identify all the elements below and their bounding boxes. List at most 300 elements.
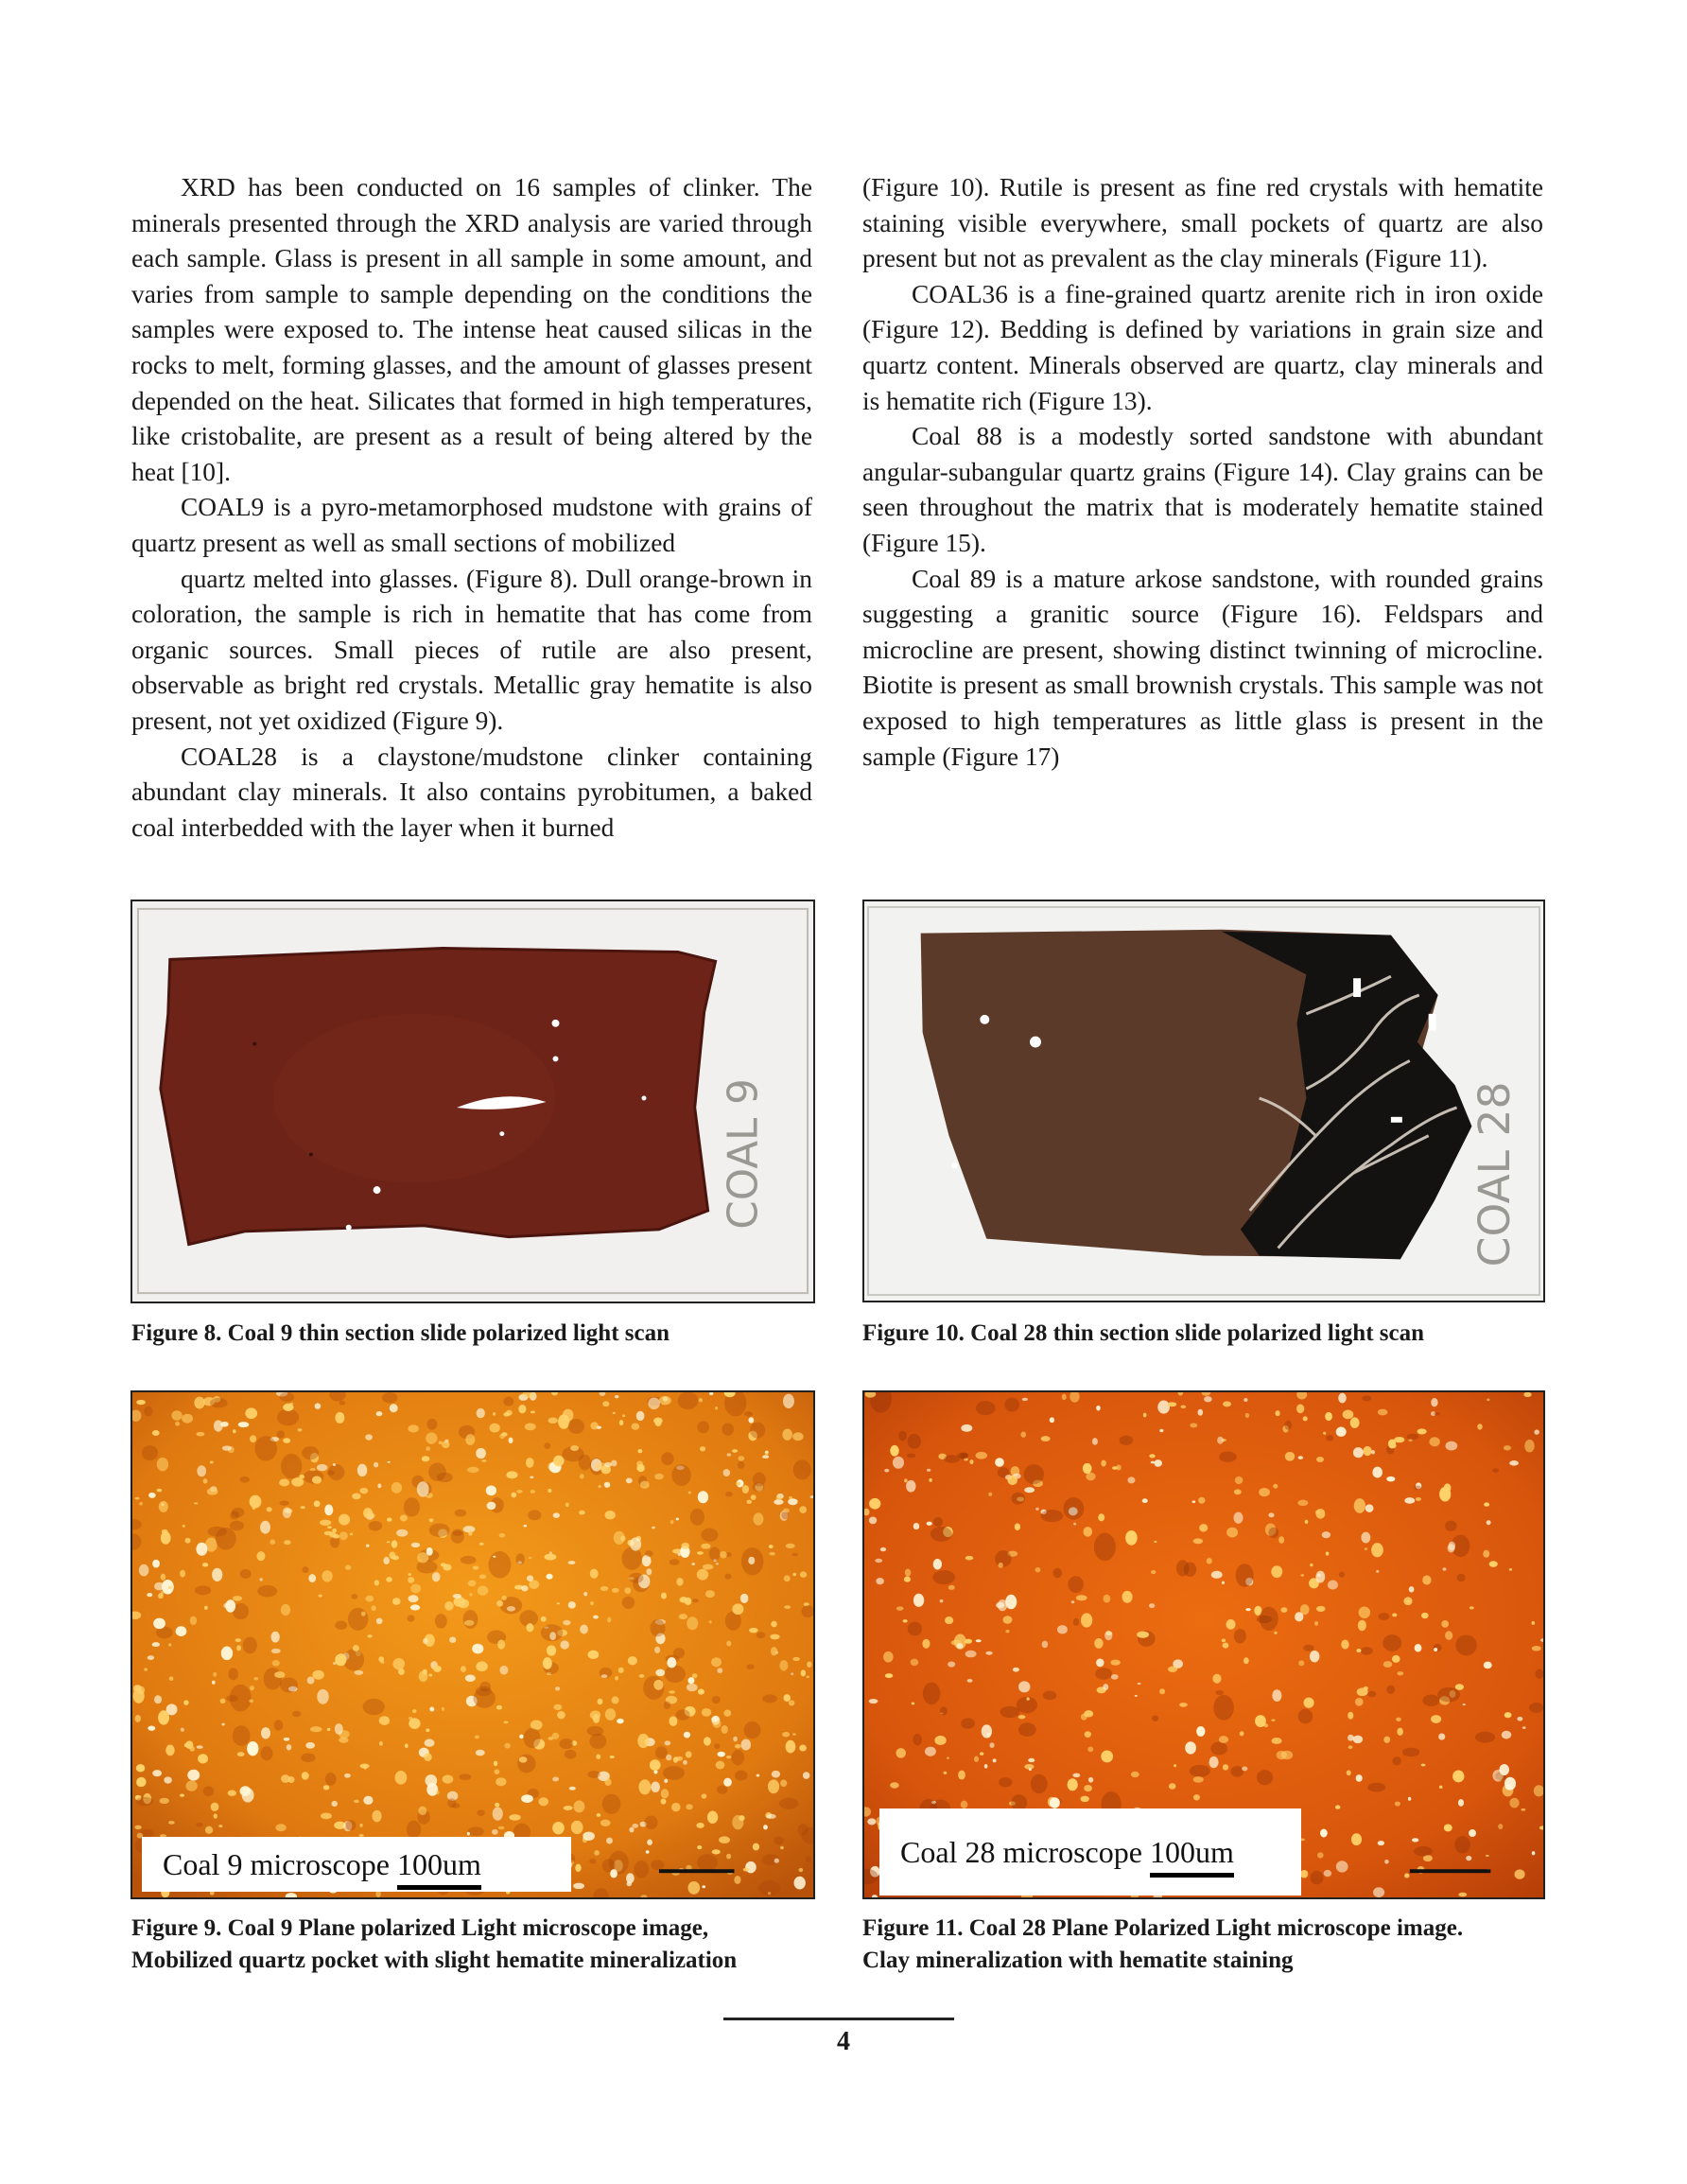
mineral-grain [803, 1772, 810, 1779]
mineral-grain [1112, 1466, 1118, 1470]
mineral-grain [1125, 1530, 1138, 1546]
mineral-grain [998, 1599, 1007, 1611]
mineral-grain [670, 1559, 680, 1565]
mineral-grain [904, 1478, 908, 1482]
mineral-grain [416, 1561, 437, 1574]
mineral-grain [405, 1743, 409, 1748]
mineral-grain [607, 1617, 611, 1623]
mineral-grain [596, 1755, 600, 1759]
figure-9-caption-line-2: Mobilized quartz pocket with slight hematite mineralization [131, 1948, 738, 1973]
mineral-grain [631, 1423, 639, 1429]
mineral-grain [529, 1557, 532, 1559]
mineral-grain [468, 1826, 484, 1836]
mineral-grain [1263, 1723, 1268, 1727]
mineral-grain [1529, 1703, 1543, 1713]
mineral-grain [905, 1569, 912, 1577]
mineral-grain [1514, 1869, 1524, 1878]
mineral-grain [1315, 1511, 1320, 1514]
mineral-grain [774, 1859, 779, 1863]
mineral-grain [175, 1422, 180, 1426]
mineral-grain [1314, 1621, 1318, 1626]
mineral-grain [1223, 1764, 1228, 1770]
mineral-grain [546, 1574, 552, 1580]
mineral-grain [1080, 1796, 1089, 1803]
mineral-grain [1272, 1689, 1281, 1702]
mineral-grain [1098, 1513, 1104, 1521]
mineral-grain [1422, 1695, 1439, 1707]
mineral-grain [190, 1616, 197, 1625]
mineral-grain [442, 1441, 449, 1449]
mineral-grain [620, 1536, 625, 1542]
mineral-grain [1367, 1783, 1385, 1792]
mineral-grain [1193, 1538, 1204, 1544]
mineral-grain [1057, 1625, 1068, 1634]
mineral-grain [1316, 1606, 1326, 1612]
mineral-grain [698, 1689, 704, 1695]
mineral-grain [1219, 1736, 1228, 1743]
mineral-grain [1151, 1461, 1155, 1464]
mineral-grain [733, 1737, 738, 1742]
mineral-grain [1438, 1733, 1445, 1739]
mineral-grain [763, 1825, 768, 1829]
mineral-grain [345, 1564, 351, 1570]
mineral-grain [220, 1422, 229, 1427]
mineral-grain [893, 1457, 904, 1469]
mineral-grain [545, 1554, 557, 1561]
mineral-grain [999, 1777, 1012, 1787]
mineral-grain [980, 1752, 983, 1756]
mineral-grain [153, 1618, 165, 1630]
mineral-grain [768, 1779, 779, 1793]
mineral-grain [638, 1779, 651, 1794]
mineral-grain [1373, 1887, 1384, 1897]
mineral-grain [249, 1699, 253, 1703]
mineral-grain [875, 1559, 882, 1563]
mineral-grain [1004, 1397, 1019, 1411]
mineral-grain [1092, 1438, 1098, 1445]
mineral-grain [1011, 1493, 1025, 1505]
mineral-grain [965, 1556, 974, 1561]
mineral-grain [739, 1815, 744, 1821]
mineral-grain [1084, 1785, 1092, 1791]
mineral-grain [679, 1614, 687, 1619]
mineral-grain [142, 1445, 158, 1460]
mineral-grain [1429, 1437, 1439, 1446]
mineral-grain [395, 1771, 408, 1785]
mineral-grain [1190, 1423, 1197, 1427]
mineral-grain [1484, 1502, 1489, 1506]
mineral-grain [552, 1777, 559, 1782]
mineral-grain [1295, 1612, 1303, 1621]
mineral-grain [426, 1419, 437, 1430]
mineral-grain [372, 1605, 376, 1611]
mineral-grain [712, 1849, 721, 1854]
mineral-grain [157, 1458, 168, 1471]
mineral-grain [688, 1492, 691, 1494]
mineral-grain [1444, 1824, 1452, 1831]
mineral-grain [1414, 1486, 1420, 1491]
mineral-grain [1524, 1440, 1535, 1452]
mineral-grain [222, 1445, 232, 1450]
mineral-grain [1190, 1765, 1210, 1777]
mineral-grain [1015, 1523, 1020, 1530]
mineral-grain [1509, 1798, 1519, 1808]
mineral-grain [1383, 1661, 1393, 1668]
mineral-grain [238, 1422, 250, 1427]
mineral-grain [426, 1432, 437, 1443]
mineral-grain [198, 1754, 208, 1763]
mineral-grain [945, 1616, 953, 1624]
mineral-grain [1035, 1508, 1039, 1511]
mineral-grain [298, 1428, 303, 1431]
mineral-grain [1386, 1686, 1395, 1694]
mineral-grain [1452, 1771, 1464, 1783]
mineral-grain [1407, 1434, 1419, 1441]
mineral-grain [1384, 1860, 1389, 1864]
mineral-grain [704, 1737, 711, 1745]
mineral-grain [661, 1789, 670, 1798]
mineral-grain [202, 1563, 208, 1566]
mineral-grain [351, 1594, 357, 1599]
mineral-grain [580, 1625, 588, 1634]
mineral-grain [1484, 1662, 1492, 1669]
mineral-grain [702, 1885, 705, 1888]
mineral-grain [782, 1732, 790, 1737]
mineral-grain [228, 1791, 236, 1796]
mineral-grain [152, 1770, 162, 1776]
mineral-grain [696, 1823, 704, 1828]
mineral-grain [605, 1708, 616, 1721]
mineral-grain [869, 1517, 877, 1525]
mineral-grain [391, 1556, 399, 1561]
mineral-grain [715, 1406, 718, 1410]
mineral-grain [212, 1568, 222, 1581]
mineral-grain [291, 1477, 304, 1487]
mineral-grain [521, 1794, 533, 1803]
mineral-grain [541, 1616, 547, 1622]
mineral-grain [335, 1620, 347, 1630]
mineral-grain [1421, 1764, 1426, 1767]
mineral-grain [553, 1512, 560, 1518]
mineral-grain [1234, 1489, 1242, 1494]
mineral-grain [1068, 1778, 1078, 1791]
mineral-grain [1348, 1735, 1354, 1741]
mineral-grain [1072, 1773, 1080, 1778]
mineral-grain [1022, 1398, 1028, 1401]
mineral-grain [965, 1651, 977, 1658]
mineral-grain [530, 1476, 533, 1478]
mineral-grain [927, 1522, 932, 1526]
mineral-grain [744, 1721, 761, 1738]
page-number-rule [723, 2018, 954, 2020]
coal28-slide-scan [864, 901, 1543, 1301]
mineral-grain [1151, 1570, 1156, 1574]
mineral-grain [410, 1584, 421, 1594]
mineral-grain [1298, 1709, 1313, 1724]
mineral-grain [1149, 1603, 1155, 1608]
mineral-grain [940, 1599, 944, 1603]
mineral-grain [1402, 1748, 1419, 1756]
mineral-grain [1483, 1550, 1489, 1558]
mineral-grain [519, 1735, 523, 1739]
mineral-grain [1063, 1497, 1084, 1520]
mineral-grain [425, 1739, 435, 1747]
mineral-grain [292, 1711, 301, 1717]
mineral-grain [1271, 1565, 1282, 1578]
mineral-grain [636, 1411, 645, 1421]
mineral-grain [758, 1880, 780, 1896]
mineral-grain [1073, 1523, 1076, 1526]
mineral-grain [1455, 1684, 1464, 1690]
mineral-grain [320, 1520, 331, 1526]
mineral-grain [675, 1709, 689, 1721]
mineral-grain [1351, 1833, 1362, 1845]
mineral-grain [738, 1456, 744, 1460]
mineral-grain [552, 1822, 565, 1834]
mineral-grain [687, 1677, 694, 1684]
mineral-grain [1050, 1797, 1060, 1808]
mineral-grain [717, 1668, 722, 1673]
mineral-grain [528, 1510, 541, 1520]
mineral-grain [1212, 1674, 1221, 1684]
mineral-grain [1152, 1715, 1158, 1721]
mineral-grain [479, 1574, 487, 1579]
mineral-grain [1311, 1871, 1324, 1884]
mineral-grain [1504, 1712, 1512, 1718]
mineral-grain [452, 1803, 460, 1808]
mineral-grain [563, 1620, 570, 1626]
mineral-grain [650, 1619, 665, 1636]
mineral-grain [526, 1458, 534, 1468]
mineral-grain [771, 1621, 776, 1628]
mineral-grain [1226, 1619, 1235, 1630]
mineral-grain [1324, 1870, 1332, 1877]
mineral-grain [519, 1756, 528, 1763]
mineral-grain [453, 1594, 461, 1599]
mineral-grain [1193, 1776, 1204, 1783]
mineral-grain [735, 1744, 741, 1749]
mineral-grain [417, 1481, 429, 1496]
mineral-grain [732, 1603, 743, 1615]
mineral-grain [1135, 1695, 1138, 1697]
mineral-grain [183, 1700, 188, 1704]
mineral-grain [509, 1814, 520, 1821]
mineral-grain [1000, 1706, 1020, 1718]
mineral-grain [493, 1807, 503, 1820]
mineral-grain [1223, 1401, 1231, 1406]
mineral-grain [1242, 1767, 1247, 1772]
mineral-grain [731, 1750, 744, 1765]
mineral-grain [602, 1794, 621, 1814]
mineral-grain [1026, 1697, 1029, 1700]
mineral-grain [1431, 1398, 1437, 1406]
mineral-grain [303, 1566, 309, 1573]
coal9-scale-bar [659, 1869, 735, 1873]
mineral-grain [1041, 1436, 1051, 1441]
mineral-grain [717, 1785, 728, 1793]
mineral-grain [1304, 1698, 1314, 1708]
mineral-grain [1244, 1657, 1249, 1664]
mineral-grain [791, 1672, 793, 1675]
mineral-grain [779, 1660, 788, 1671]
coal28-label-unit: 100um [1149, 1834, 1234, 1869]
mineral-grain [1338, 1393, 1347, 1404]
mineral-grain [1499, 1764, 1509, 1775]
mineral-grain [1356, 1649, 1361, 1652]
mineral-grain [746, 1664, 754, 1669]
mineral-grain [667, 1657, 676, 1668]
mineral-grain [1487, 1399, 1489, 1402]
mineral-grain [786, 1740, 796, 1754]
mineral-grain [1348, 1745, 1353, 1749]
mineral-grain [468, 1530, 472, 1535]
mineral-grain [617, 1719, 624, 1724]
mineral-grain [559, 1738, 573, 1749]
mineral-grain [1486, 1855, 1489, 1857]
mineral-grain [1532, 1646, 1541, 1651]
mineral-grain [499, 1533, 506, 1538]
mineral-grain [543, 1657, 552, 1669]
mineral-grain [686, 1804, 692, 1809]
mineral-grain [408, 1577, 414, 1583]
mineral-grain [604, 1778, 611, 1786]
mineral-grain [228, 1668, 238, 1680]
mineral-grain [1353, 1447, 1364, 1458]
mineral-grain [449, 1636, 456, 1643]
mineral-grain [1076, 1595, 1087, 1600]
mineral-grain [1386, 1476, 1395, 1482]
mineral-grain [716, 1761, 725, 1770]
mineral-grain [1168, 1402, 1177, 1406]
mineral-grain [1101, 1750, 1113, 1762]
mineral-grain [1359, 1607, 1371, 1619]
mineral-grain [1409, 1586, 1415, 1592]
mineral-grain [354, 1800, 359, 1804]
mineral-grain [757, 1632, 766, 1638]
mineral-grain [869, 1498, 880, 1510]
mineral-grain [925, 1747, 936, 1756]
mineral-grain [800, 1571, 807, 1578]
mineral-grain [1275, 1410, 1279, 1416]
mineral-grain [310, 1726, 322, 1732]
mineral-grain [254, 1436, 276, 1460]
mineral-grain [284, 1540, 291, 1545]
mineral-grain [1088, 1777, 1093, 1783]
mineral-grain [363, 1796, 373, 1805]
mineral-grain [588, 1651, 600, 1659]
mineral-grain [426, 1446, 430, 1451]
mineral-grain [1355, 1698, 1364, 1706]
mineral-grain [1343, 1410, 1354, 1420]
mineral-grain [171, 1410, 182, 1421]
mineral-grain [961, 1424, 972, 1432]
mineral-grain [1315, 1571, 1325, 1583]
mineral-grain [1043, 1691, 1057, 1701]
mineral-grain [611, 1460, 617, 1467]
mineral-grain [691, 1563, 695, 1565]
mineral-grain [1235, 1476, 1244, 1484]
mineral-grain [639, 1674, 645, 1678]
mineral-grain [161, 1531, 171, 1545]
mineral-grain [1211, 1571, 1223, 1579]
mineral-grain [686, 1751, 692, 1757]
mineral-grain [1013, 1668, 1019, 1672]
mineral-grain [738, 1461, 745, 1469]
mineral-grain [236, 1645, 241, 1651]
mineral-grain [1442, 1567, 1446, 1571]
mineral-grain [1434, 1412, 1440, 1415]
mineral-grain [388, 1461, 391, 1463]
mineral-grain [152, 1430, 160, 1436]
mineral-grain [424, 1753, 432, 1761]
mineral-grain [463, 1610, 478, 1629]
mineral-grain [670, 1520, 674, 1524]
mineral-grain [753, 1843, 759, 1851]
mineral-grain [583, 1592, 587, 1597]
mineral-grain [988, 1493, 992, 1496]
mineral-grain [221, 1723, 224, 1726]
mineral-grain [571, 1821, 583, 1834]
mineral-grain [610, 1869, 617, 1878]
mineral-grain [1303, 1645, 1314, 1651]
mineral-grain [136, 1778, 145, 1787]
mineral-grain [1535, 1669, 1543, 1679]
mineral-grain [681, 1543, 689, 1549]
mineral-grain [144, 1406, 152, 1417]
mineral-grain [169, 1676, 174, 1681]
mineral-grain [1174, 1764, 1176, 1767]
mineral-grain [443, 1564, 451, 1570]
mineral-grain [898, 1431, 907, 1441]
mineral-grain [604, 1482, 611, 1488]
mineral-grain [1383, 1634, 1401, 1651]
mineral-grain [166, 1589, 170, 1594]
mineral-grain [235, 1638, 241, 1642]
mineral-grain [245, 1407, 257, 1419]
mineral-grain [554, 1704, 563, 1710]
mineral-grain [197, 1745, 203, 1749]
mineral-grain [271, 1649, 281, 1653]
mineral-grain [1101, 1460, 1106, 1467]
mineral-grain [1431, 1715, 1441, 1723]
mineral-grain [606, 1838, 613, 1844]
mineral-grain [722, 1725, 728, 1734]
mineral-grain [709, 1620, 712, 1623]
mineral-grain [1392, 1655, 1400, 1663]
mineral-grain [1245, 1413, 1250, 1418]
mineral-grain [261, 1727, 270, 1738]
mineral-grain [653, 1418, 663, 1424]
mineral-grain [801, 1669, 807, 1676]
mineral-grain [196, 1823, 202, 1826]
mineral-grain [726, 1854, 731, 1860]
mineral-grain [498, 1826, 505, 1830]
mineral-grain [350, 1533, 353, 1536]
mineral-grain [279, 1479, 289, 1487]
mineral-grain [1234, 1629, 1246, 1643]
mineral-grain [1397, 1728, 1403, 1736]
mineral-grain [615, 1676, 618, 1681]
mineral-grain [408, 1424, 419, 1432]
mineral-grain [976, 1452, 988, 1459]
mineral-grain [1463, 1704, 1466, 1705]
mineral-grain [496, 1777, 506, 1786]
mineral-grain [1103, 1684, 1108, 1690]
mineral-grain [180, 1570, 185, 1578]
mineral-grain [560, 1640, 569, 1649]
mineral-grain [717, 1752, 725, 1757]
mineral-grain [784, 1575, 791, 1581]
